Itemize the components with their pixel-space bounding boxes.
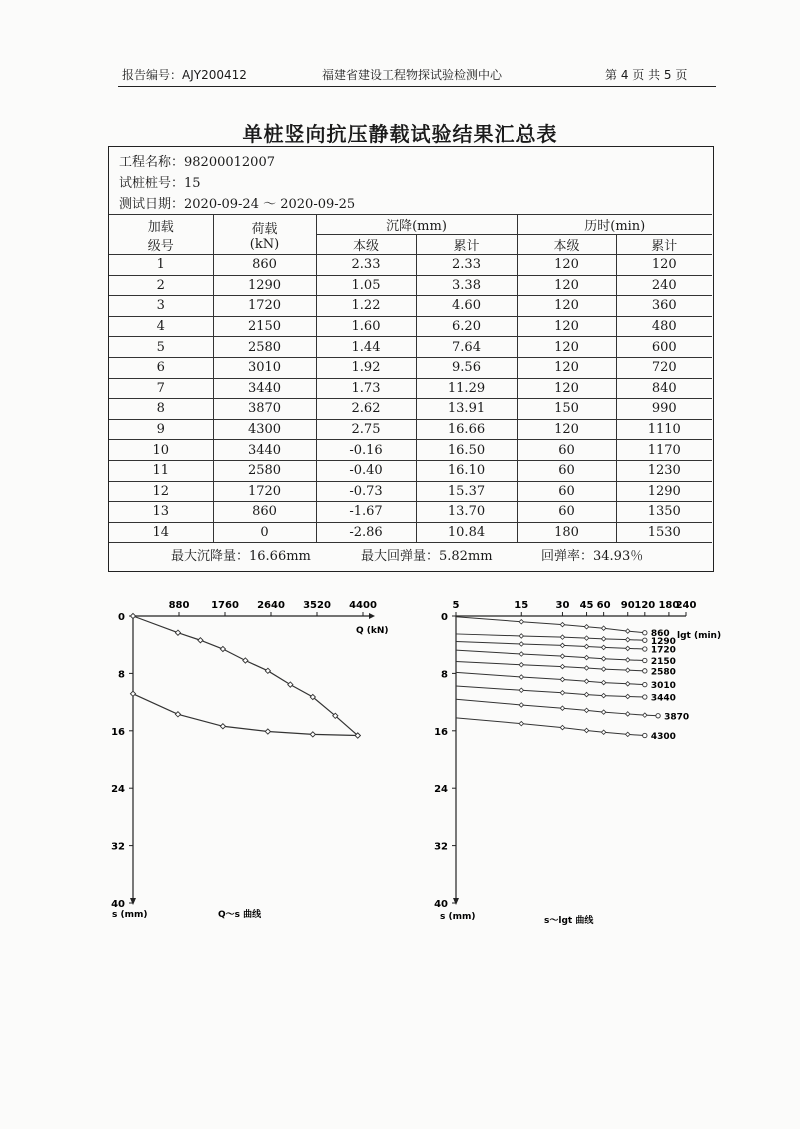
settle-cum-cell: 4.60 — [416, 296, 517, 317]
s-lgt-data-point — [519, 675, 523, 679]
project-label: 工程名称： — [119, 155, 185, 170]
time-cum-cell: 480 — [616, 316, 712, 337]
page-indicator: 第 4 页 共 5 页 — [605, 68, 688, 82]
s-lgt-data-point — [519, 663, 523, 667]
load-cell: 1290 — [213, 275, 316, 296]
s-lgt-data-point — [519, 703, 523, 707]
s-lgt-chart — [400, 580, 800, 940]
s-lgt-y-tick-label: 24 — [434, 784, 448, 796]
level-cell: 3 — [109, 296, 213, 317]
time-this-cell: 120 — [517, 316, 616, 337]
s-lgt-x-tick-label: 45 — [579, 600, 594, 611]
settle-this-cell: 2.62 — [316, 399, 416, 420]
level-cell: 14 — [109, 522, 213, 543]
time-this-cell: 60 — [517, 481, 616, 502]
load-cell: 2150 — [213, 316, 316, 337]
s-lgt-series-label: 4300 — [650, 732, 676, 743]
s-lgt-data-point — [584, 636, 588, 640]
settle-cum-cell: 6.20 — [416, 316, 517, 337]
report-number: 报告编号：AJY200412 — [122, 68, 247, 82]
time-cum-cell: 990 — [616, 399, 712, 420]
table-row — [109, 419, 712, 440]
time-cum-cell: 1110 — [616, 419, 712, 440]
q-s-data-point — [288, 682, 293, 687]
s-lgt-data-point — [584, 692, 588, 696]
q-s-x-tick-label: 4400 — [349, 600, 377, 611]
header-settle-this: 本级 — [316, 235, 416, 255]
q-s-x-tick-label: 3520 — [303, 600, 331, 611]
load-cell: 3440 — [213, 378, 316, 399]
s-lgt-data-point — [601, 626, 605, 630]
time-this-cell: 120 — [517, 275, 616, 296]
s-lgt-data-point — [601, 637, 605, 641]
q-s-data-point — [175, 630, 180, 635]
q-s-data-point — [198, 638, 203, 643]
q-s-y-tick-label: 24 — [111, 784, 125, 796]
time-cum-cell: 600 — [616, 337, 712, 358]
load-cell: 860 — [213, 502, 316, 523]
q-s-y-axis-label: s (mm) — [112, 910, 148, 920]
s-lgt-y-tick-label: 32 — [434, 841, 448, 853]
s-lgt-data-point — [626, 682, 630, 686]
s-lgt-series-label: 3440 — [650, 693, 676, 704]
max-rebound: 最大回弹量：5.82mm — [361, 549, 493, 564]
settle-cum-cell: 16.50 — [416, 440, 517, 461]
s-lgt-series-label: 2150 — [650, 656, 676, 667]
s-lgt-data-point — [626, 712, 630, 716]
settle-cum-cell: 2.33 — [416, 255, 517, 276]
time-cum-cell: 840 — [616, 378, 712, 399]
max-settlement: 最大沉降量：16.66mm — [171, 549, 311, 564]
q-s-y-tick-label: 8 — [118, 669, 125, 681]
s-lgt-data-point — [626, 658, 630, 662]
s-lgt-data-point — [626, 732, 630, 736]
settle-this-cell: 2.75 — [316, 419, 416, 440]
settle-this-cell: -2.86 — [316, 522, 416, 543]
s-lgt-end-point — [643, 631, 647, 635]
s-lgt-data-point — [601, 680, 605, 684]
time-this-cell: 120 — [517, 255, 616, 276]
level-cell: 5 — [109, 337, 213, 358]
s-lgt-data-point — [560, 622, 564, 626]
s-lgt-end-point — [643, 682, 647, 686]
page-title: 单桩竖向抗压静载试验结果汇总表 — [242, 122, 558, 146]
header-settlement: 沉降(mm) — [316, 215, 517, 235]
s-lgt-data-point — [584, 679, 588, 683]
s-lgt-data-point — [601, 667, 605, 671]
q-s-x-tick-label: 2640 — [257, 600, 285, 611]
q-s-chart-title: Q～s 曲线 — [218, 910, 262, 920]
load-cell: 0 — [213, 522, 316, 543]
s-lgt-end-point — [643, 733, 647, 737]
time-cum-cell: 240 — [616, 275, 712, 296]
s-lgt-data-point — [601, 710, 605, 714]
pile-value: 15 — [184, 176, 201, 191]
table-row — [109, 522, 712, 543]
s-lgt-data-point — [626, 694, 630, 698]
s-lgt-data-point — [601, 656, 605, 660]
time-this-cell: 60 — [517, 502, 616, 523]
table-row — [109, 275, 712, 296]
header-load — [213, 215, 316, 255]
time-this-cell: 120 — [517, 357, 616, 378]
s-lgt-x-tick-label: 180 — [658, 600, 680, 611]
header-rule — [118, 86, 716, 87]
time-this-cell: 120 — [517, 419, 616, 440]
header-level-line2: 级号 — [147, 238, 174, 254]
s-lgt-data-point — [519, 620, 523, 624]
date-value: 2020-09-24 ～ 2020-09-25 — [184, 197, 356, 212]
load-cell: 860 — [213, 255, 316, 276]
time-this-cell: 60 — [517, 440, 616, 461]
load-cell: 2580 — [213, 460, 316, 481]
s-lgt-data-point — [560, 635, 564, 639]
time-cum-cell: 720 — [616, 357, 712, 378]
s-lgt-series-label: 1290 — [650, 636, 676, 647]
time-cum-cell: 120 — [616, 255, 712, 276]
table-row — [109, 316, 712, 337]
q-s-data-point — [220, 724, 225, 729]
table-row — [109, 440, 712, 461]
results-table — [109, 214, 712, 543]
table-row — [109, 357, 712, 378]
load-cell: 1720 — [213, 296, 316, 317]
q-s-y-arrow — [130, 898, 136, 905]
q-s-y-tick-label: 32 — [111, 841, 125, 853]
project-value: 98200012007 — [184, 155, 275, 170]
s-lgt-data-point — [584, 644, 588, 648]
settle-cum-cell: 11.29 — [416, 378, 517, 399]
s-lgt-series-label: 2580 — [650, 667, 676, 678]
s-lgt-data-point — [519, 721, 523, 725]
header-load-line1: 荷载 — [251, 221, 278, 237]
settle-this-cell: 2.33 — [316, 255, 416, 276]
q-s-y-tick-label: 0 — [118, 612, 125, 623]
s-lgt-data-point — [601, 693, 605, 697]
settle-cum-cell: 16.10 — [416, 460, 517, 481]
date-info — [119, 193, 355, 212]
s-lgt-end-point — [643, 695, 647, 699]
settle-this-cell: 1.05 — [316, 275, 416, 296]
header-time-cum: 累计 — [616, 235, 712, 255]
header-time-this: 本级 — [517, 235, 616, 255]
level-cell: 2 — [109, 275, 213, 296]
s-lgt-x-tick-label: 5 — [452, 600, 460, 611]
s-lgt-data-point — [601, 730, 605, 734]
s-lgt-data-point — [560, 677, 564, 681]
s-lgt-series-line — [456, 634, 645, 640]
time-cum-cell: 1170 — [616, 440, 712, 461]
settle-this-cell: 1.22 — [316, 296, 416, 317]
time-this-cell: 150 — [517, 399, 616, 420]
s-lgt-series-line — [456, 617, 645, 633]
s-lgt-data-point — [519, 634, 523, 638]
q-s-data-point — [130, 691, 135, 696]
s-lgt-data-point — [584, 625, 588, 629]
load-cell: 3870 — [213, 399, 316, 420]
s-lgt-data-point — [584, 666, 588, 670]
settle-this-cell: -1.67 — [316, 502, 416, 523]
q-s-x-arrow — [369, 613, 375, 619]
pile-info — [119, 172, 201, 191]
time-cum-cell: 1530 — [616, 522, 712, 543]
s-lgt-data-point — [584, 708, 588, 712]
level-cell: 4 — [109, 316, 213, 337]
time-this-cell: 180 — [517, 522, 616, 543]
settle-this-cell: 1.73 — [316, 378, 416, 399]
load-cell: 3440 — [213, 440, 316, 461]
s-lgt-y-arrow — [453, 898, 459, 905]
header-settle-cum: 累计 — [416, 235, 517, 255]
q-s-data-point — [220, 646, 225, 651]
level-cell: 1 — [109, 255, 213, 276]
s-lgt-data-point — [584, 655, 588, 659]
s-lgt-data-point — [626, 646, 630, 650]
s-lgt-series-label: 3010 — [650, 681, 676, 692]
level-cell: 13 — [109, 502, 213, 523]
s-lgt-data-point — [519, 688, 523, 692]
q-s-data-point — [310, 732, 315, 737]
organization-name: 福建省建设工程物探试验检测中心 — [322, 68, 503, 82]
q-s-y-tick-label: 16 — [111, 726, 125, 738]
q-s-loading-line — [133, 616, 358, 736]
settle-cum-cell: 3.38 — [416, 275, 517, 296]
s-lgt-x-tick-label: 15 — [514, 600, 529, 611]
s-lgt-data-point — [560, 654, 564, 658]
results-summary-box — [108, 146, 714, 572]
s-lgt-data-point — [626, 668, 630, 672]
s-lgt-x-tick-label: 30 — [555, 600, 570, 611]
time-cum-cell: 1350 — [616, 502, 712, 523]
date-label: 测试日期： — [119, 197, 185, 212]
s-lgt-data-point — [643, 713, 647, 717]
settle-cum-cell: 10.84 — [416, 522, 517, 543]
load-cell: 1720 — [213, 481, 316, 502]
settle-this-cell: -0.40 — [316, 460, 416, 481]
s-lgt-series-line — [456, 686, 645, 697]
s-lgt-y-tick-label: 16 — [434, 726, 448, 738]
level-cell: 12 — [109, 481, 213, 502]
time-this-cell: 60 — [517, 460, 616, 481]
settle-cum-cell: 15.37 — [416, 481, 517, 502]
s-lgt-data-point — [626, 637, 630, 641]
settle-cum-cell: 13.70 — [416, 502, 517, 523]
s-lgt-x-tick-label: 90 — [620, 600, 635, 611]
table-row — [109, 296, 712, 317]
s-lgt-x-tick-label: 120 — [634, 600, 656, 611]
q-s-x-axis-label: Q (kN) — [356, 626, 389, 636]
pile-label: 试桩桩号： — [119, 176, 185, 191]
table-row — [109, 460, 712, 481]
s-lgt-x-tick-label: 240 — [675, 600, 697, 611]
settle-this-cell: -0.16 — [316, 440, 416, 461]
settle-this-cell: -0.73 — [316, 481, 416, 502]
load-cell: 4300 — [213, 419, 316, 440]
q-s-x-tick-label: 880 — [168, 600, 190, 611]
q-s-data-point — [243, 658, 248, 663]
s-lgt-series-line — [456, 672, 645, 684]
settle-cum-cell: 16.66 — [416, 419, 517, 440]
settle-this-cell: 1.44 — [316, 337, 416, 358]
header-level — [109, 215, 213, 255]
header-load-line2: (kN) — [249, 236, 280, 252]
settle-cum-cell: 7.64 — [416, 337, 517, 358]
s-lgt-end-point — [656, 714, 660, 718]
s-lgt-series-line — [456, 718, 645, 736]
level-cell: 7 — [109, 378, 213, 399]
s-lgt-data-point — [560, 643, 564, 647]
s-lgt-series-line — [456, 650, 645, 660]
q-s-data-point — [265, 729, 270, 734]
s-lgt-y-tick-label: 40 — [434, 899, 448, 910]
table-row — [109, 378, 712, 399]
level-cell: 8 — [109, 399, 213, 420]
level-cell: 11 — [109, 460, 213, 481]
s-lgt-y-tick-label: 8 — [441, 669, 448, 681]
s-lgt-data-point — [519, 652, 523, 656]
project-info — [119, 151, 275, 170]
table-row — [109, 399, 712, 420]
s-lgt-x-axis-label: lgt (min) — [677, 631, 722, 641]
s-lgt-data-point — [626, 629, 630, 633]
q-s-data-point — [175, 712, 180, 717]
q-s-x-tick-label: 1760 — [211, 600, 239, 611]
q-s-data-point — [265, 668, 270, 673]
level-cell: 10 — [109, 440, 213, 461]
time-this-cell: 120 — [517, 337, 616, 358]
s-lgt-chart-title: s～lgt 曲线 — [544, 916, 594, 926]
s-lgt-data-point — [560, 691, 564, 695]
s-lgt-y-tick-label: 0 — [441, 612, 448, 623]
s-lgt-end-point — [643, 638, 647, 642]
time-this-cell: 120 — [517, 378, 616, 399]
s-lgt-data-point — [584, 728, 588, 732]
level-cell: 6 — [109, 357, 213, 378]
s-lgt-data-point — [560, 664, 564, 668]
s-lgt-y-axis-label: s (mm) — [440, 912, 476, 922]
time-this-cell: 120 — [517, 296, 616, 317]
time-cum-cell: 1290 — [616, 481, 712, 502]
table-row — [109, 481, 712, 502]
q-s-unloading-line — [133, 694, 358, 736]
settle-this-cell: 1.60 — [316, 316, 416, 337]
s-lgt-end-point — [643, 647, 647, 651]
time-cum-cell: 1230 — [616, 460, 712, 481]
s-lgt-series-label: 3870 — [664, 712, 690, 723]
s-lgt-data-point — [519, 642, 523, 646]
settle-cum-cell: 13.91 — [416, 399, 517, 420]
s-lgt-end-point — [643, 669, 647, 673]
level-cell: 9 — [109, 419, 213, 440]
s-lgt-x-tick-label: 60 — [596, 600, 611, 611]
rebound-rate: 回弹率：34.93％ — [541, 549, 644, 564]
s-lgt-end-point — [643, 658, 647, 662]
table-row — [109, 255, 712, 276]
header-level-line1: 加载 — [147, 219, 174, 235]
table-row — [109, 337, 712, 358]
settle-this-cell: 1.92 — [316, 357, 416, 378]
s-lgt-data-point — [601, 645, 605, 649]
time-cum-cell: 360 — [616, 296, 712, 317]
q-s-chart — [0, 580, 400, 940]
header-duration: 历时(min) — [517, 215, 712, 235]
s-lgt-series-label: 1720 — [650, 645, 676, 656]
q-s-data-point — [130, 613, 135, 618]
load-cell: 3010 — [213, 357, 316, 378]
load-cell: 2580 — [213, 337, 316, 358]
s-lgt-series-line — [456, 641, 645, 649]
s-lgt-data-point — [560, 706, 564, 710]
s-lgt-data-point — [560, 725, 564, 729]
settle-cum-cell: 9.56 — [416, 357, 517, 378]
s-lgt-series-line — [456, 662, 645, 671]
q-s-y-tick-label: 40 — [111, 899, 125, 910]
s-lgt-series-label: 860 — [650, 629, 670, 640]
table-row — [109, 502, 712, 523]
